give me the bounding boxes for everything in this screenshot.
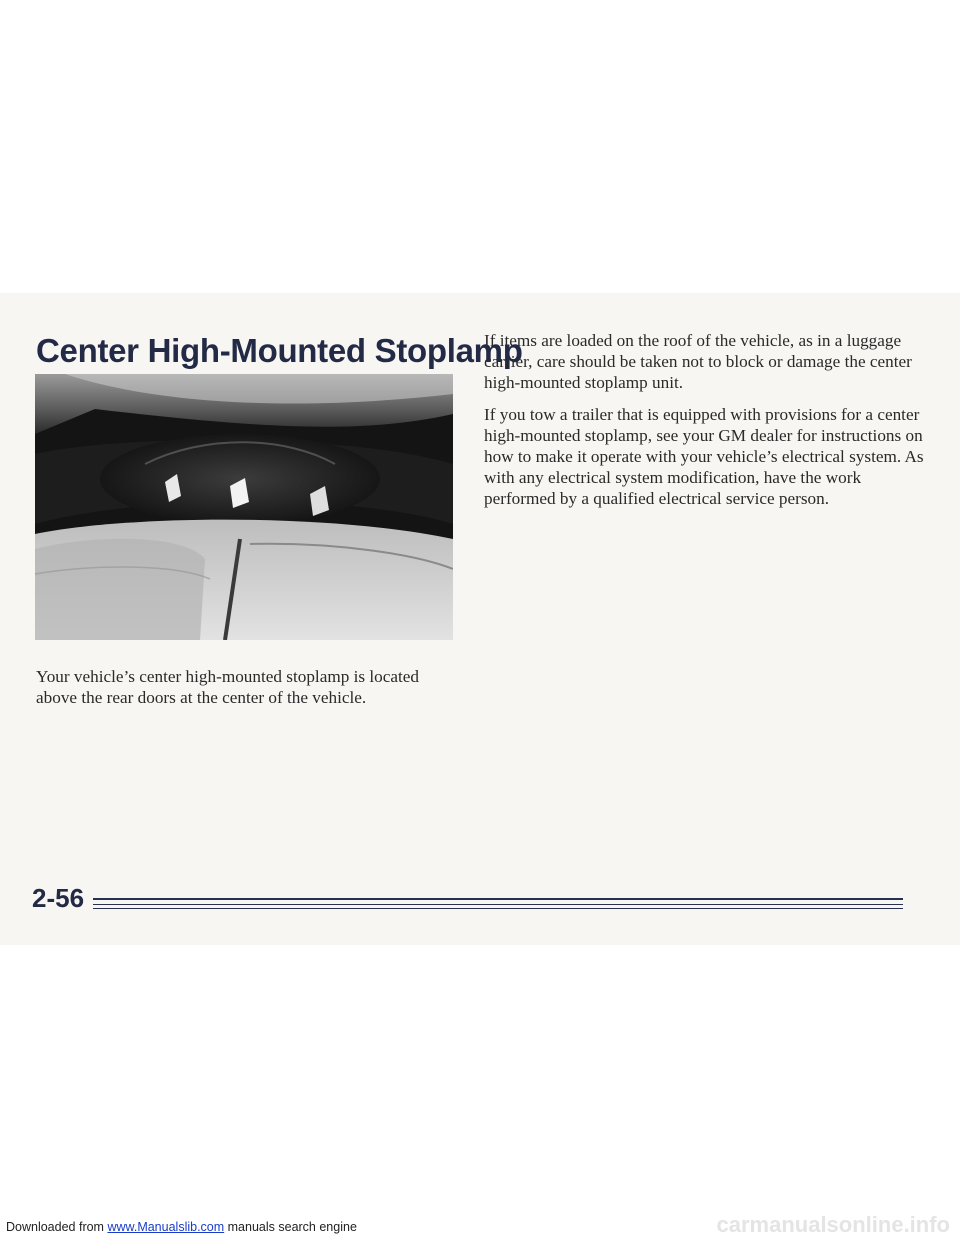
download-credit bbox=[6, 1220, 357, 1234]
roof-load-paragraph: If items are loaded on the roof of the vehicle, as in a luggage carrier, care should be taken not to block or damage the center high-mounted stoplamp unit. bbox=[484, 331, 912, 392]
right-column bbox=[484, 330, 929, 520]
stoplamp-photo bbox=[35, 374, 453, 640]
download-suffix: manuals search engine bbox=[224, 1220, 357, 1234]
trailer-paragraph: If you tow a trailer that is equipped with provisions for a center high-mounted stoplamp, see your GM dealer for instructions on how to make it operate with your vehicle’s electrical system. As with any electrical system modification, have the work performed by a qualified electrical service person. bbox=[484, 405, 924, 508]
footer-rule bbox=[93, 898, 903, 905]
stoplamp-photo-illustration bbox=[35, 374, 453, 640]
download-prefix: Downloaded from bbox=[6, 1220, 108, 1234]
page-number: 2-56 bbox=[32, 883, 85, 913]
page-heading: Center High-Mounted Stoplamp bbox=[36, 332, 523, 369]
manualslib-link[interactable]: www.Manualslib.com bbox=[107, 1220, 225, 1234]
site-watermark: carmanualsonline.info bbox=[716, 1212, 950, 1237]
footer-rule-thin bbox=[93, 908, 903, 909]
location-paragraph: Your vehicle’s center high-mounted stoplamp is located above the rear doors at the center of the vehicle. bbox=[36, 667, 419, 707]
